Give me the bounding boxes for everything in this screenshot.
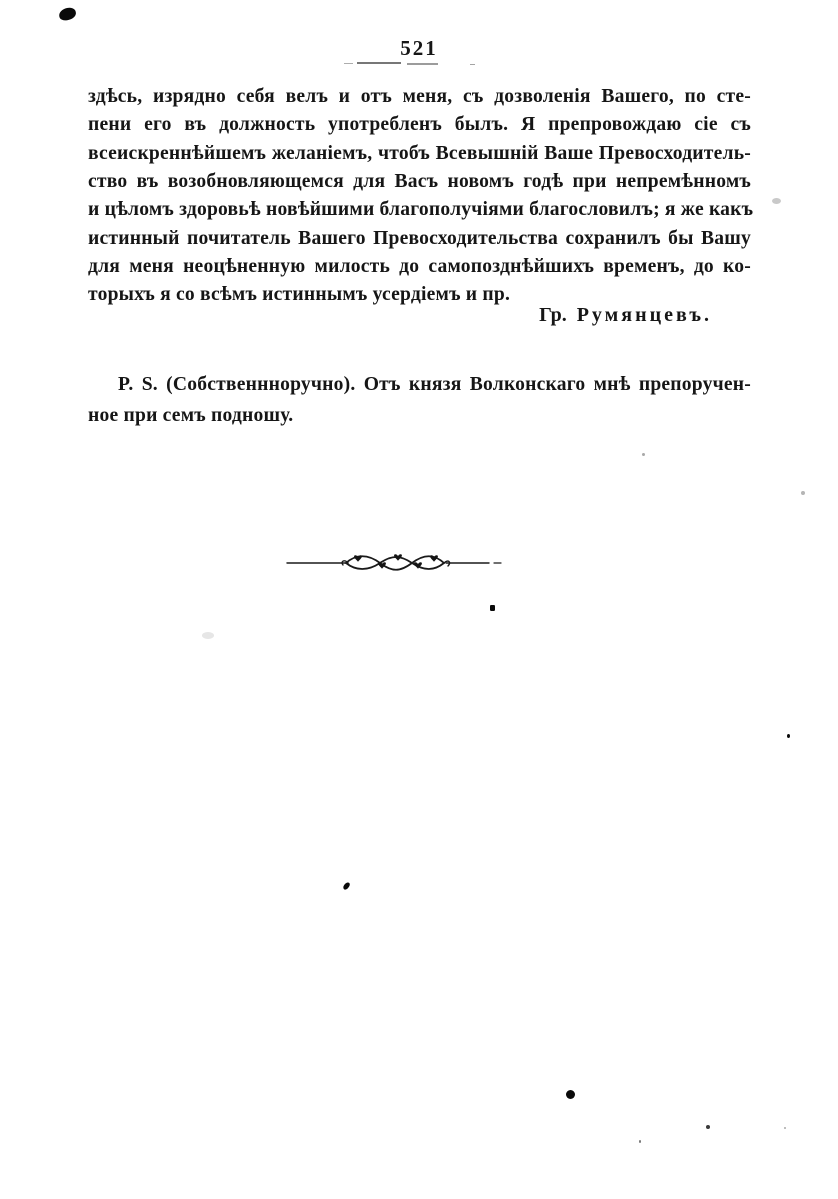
letter-body-line: всеискреннѣйшемъ желаніемъ, чтобъ Всевышній Ваше Превосходитель- [88, 142, 751, 164]
ink-smudge [202, 632, 214, 639]
ink-speck [784, 1127, 786, 1129]
letter-body-line: торыхъ я со всѣмъ истиннымъ усердіемъ и пр. [88, 284, 511, 306]
letter-body-line: истинный почитатель Вашего Превосходительства сохранилъ бы Вашу [88, 227, 751, 249]
postscript-line: ное при семъ подношу. [88, 404, 294, 426]
signature-prefix: Гр. [539, 304, 567, 326]
ink-speck [342, 881, 350, 890]
floral-flourish-divider-icon [286, 550, 508, 576]
letter-body-line: для меня неоцѣненную милость до самопозднѣйшихъ временъ, до ко- [88, 256, 751, 278]
postscript-line: P. S. (Собственнноручно). Отъ князя Волконскаго мнѣ препоручен- [118, 374, 751, 395]
letter-signature [430, 304, 712, 327]
ink-speck [772, 198, 781, 204]
ink-speck [490, 605, 495, 611]
ink-blob [58, 6, 77, 21]
ink-speck [787, 734, 790, 738]
ink-speck [642, 453, 645, 456]
ink-speck [801, 491, 805, 495]
letter-body-line: ство въ возобновляющемся для Васъ новомъ годѣ при непремѣнномъ [88, 171, 751, 193]
ink-speck [639, 1140, 641, 1143]
letter-body-line: здѣсь, изрядно себя велъ и отъ меня, съ дозволенія Вашего, по сте- [88, 86, 751, 107]
letter-postscript [88, 370, 751, 431]
letter-body [88, 83, 754, 310]
ink-speck [706, 1125, 710, 1129]
letter-body-line: пени его въ должность употребленъ былъ. Я препровождаю сіе съ [88, 114, 751, 136]
page-number: 521 [400, 36, 438, 60]
ink-dot [566, 1090, 575, 1099]
letter-body-line: и цѣломъ здоровьѣ новѣйшими благополучіями благословилъ; я же какъ [88, 199, 754, 221]
signature-name: Румянцевъ. [576, 304, 712, 326]
